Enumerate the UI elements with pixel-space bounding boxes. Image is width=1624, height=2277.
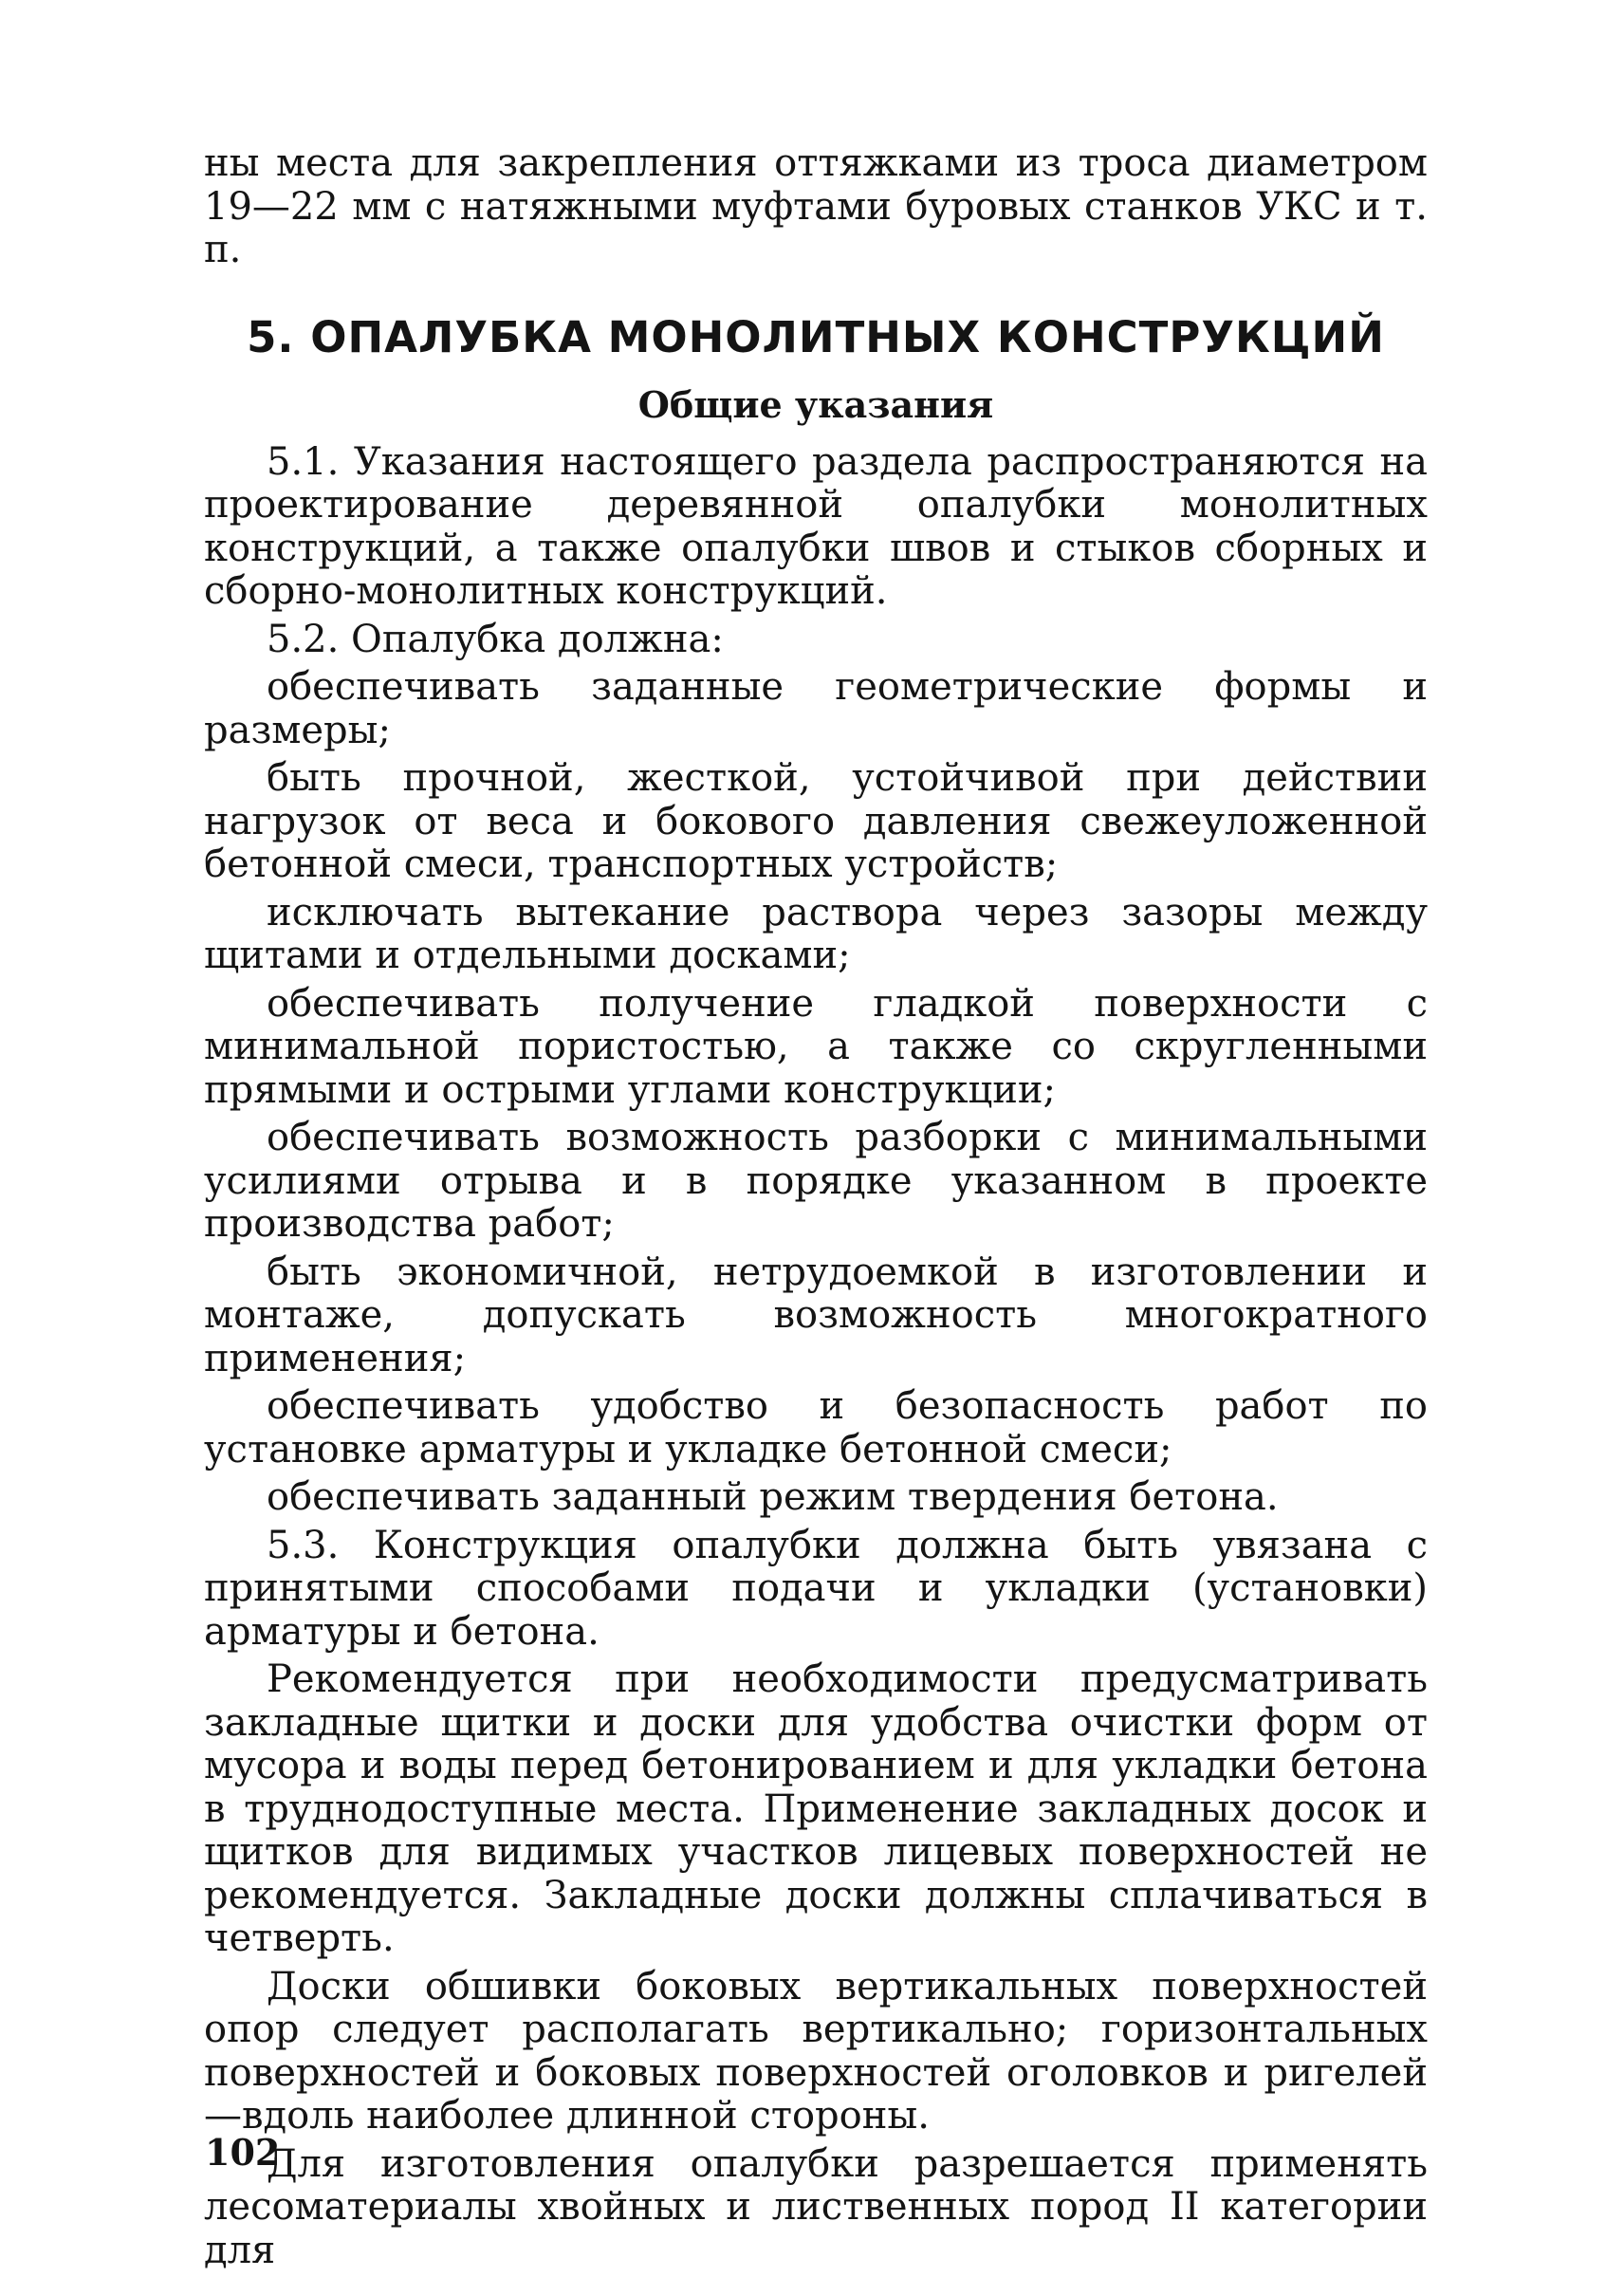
page-number: 102 bbox=[205, 2131, 281, 2174]
paragraph-5-2: 5.2. Опалубка должна: bbox=[267, 617, 724, 661]
list-item: быть прочной, жесткой, устойчивой при действии нагрузок от веса и бокового давления свежеуложенной бетонной смеси, транспортных устройств; bbox=[204, 756, 1428, 886]
list-item: обеспечивать возможность разборки с минимальными усилиями отрыва и в порядке указанном в проекте производства работ; bbox=[204, 1116, 1428, 1246]
list-item: исключать вытекание раствора через зазоры между щитами и отдельными досками; bbox=[204, 890, 1428, 977]
list-item: обеспечивать заданные геометрические формы и размеры; bbox=[204, 665, 1428, 752]
paragraph: Для изготовления опалубки разрешается применять лесоматериалы хвойных и лиственных пород II категории для bbox=[204, 2141, 1428, 2272]
list-item: обеспечивать удобство и безопасность работ по установке арматуры и укладке бетонной смеси; bbox=[204, 1384, 1428, 1472]
continuation-paragraph: ны места для закрепления оттяжками из троса диаметром 19—22 мм с натяжными муфтами буровых станков УКС и т. п. bbox=[204, 141, 1428, 271]
paragraph: Рекомендуется при необходимости предусматривать закладные щитки и доски для удобства очистки форм от мусора и воды перед бетонированием и для укладки бетона в труднодоступные места. Применение закладных досок и щитков для видимых участков лицевых поверхностей не рекомендуется. Закладные доски должны сплачиваться в четверть. bbox=[204, 1657, 1428, 1960]
page-content bbox=[204, 142, 1428, 2277]
list-item: обеспечивать получение гладкой поверхности с минимальной пористостью, а также со скругленными прямыми и острыми углами конструкции; bbox=[204, 981, 1428, 1112]
paragraph-5-1: 5.1. Указания настоящего раздела распространяются на проектирование деревянной опалубки монолитных конструкций, а также опалубки швов и стыков сборных и сборно-монолитных конструкций. bbox=[204, 439, 1428, 613]
list-item: обеспечивать заданный режим твердения бетона. bbox=[267, 1475, 1279, 1519]
list-item: быть экономичной, нетрудоемкой в изготовлении и монтаже, допускать возможность многократного применения; bbox=[204, 1250, 1428, 1380]
section-title: 5. ОПАЛУБКА МОНОЛИТНЫХ КОНСТРУКЦИЙ bbox=[247, 311, 1385, 362]
paragraph-5-3: 5.3. Конструкция опалубки должна быть увязана с принятыми способами подачи и укладки (установки) арматуры и бетона. bbox=[204, 1523, 1428, 1654]
subsection-title: Общие указания bbox=[637, 382, 994, 426]
paragraph: Доски обшивки боковых вертикальных поверхностей опор следует располагать вертикально; горизонтальных поверхностей и боковых поверхностей оголовков и ригелей—вдоль наиболее длинной стороны. bbox=[204, 1964, 1428, 2138]
